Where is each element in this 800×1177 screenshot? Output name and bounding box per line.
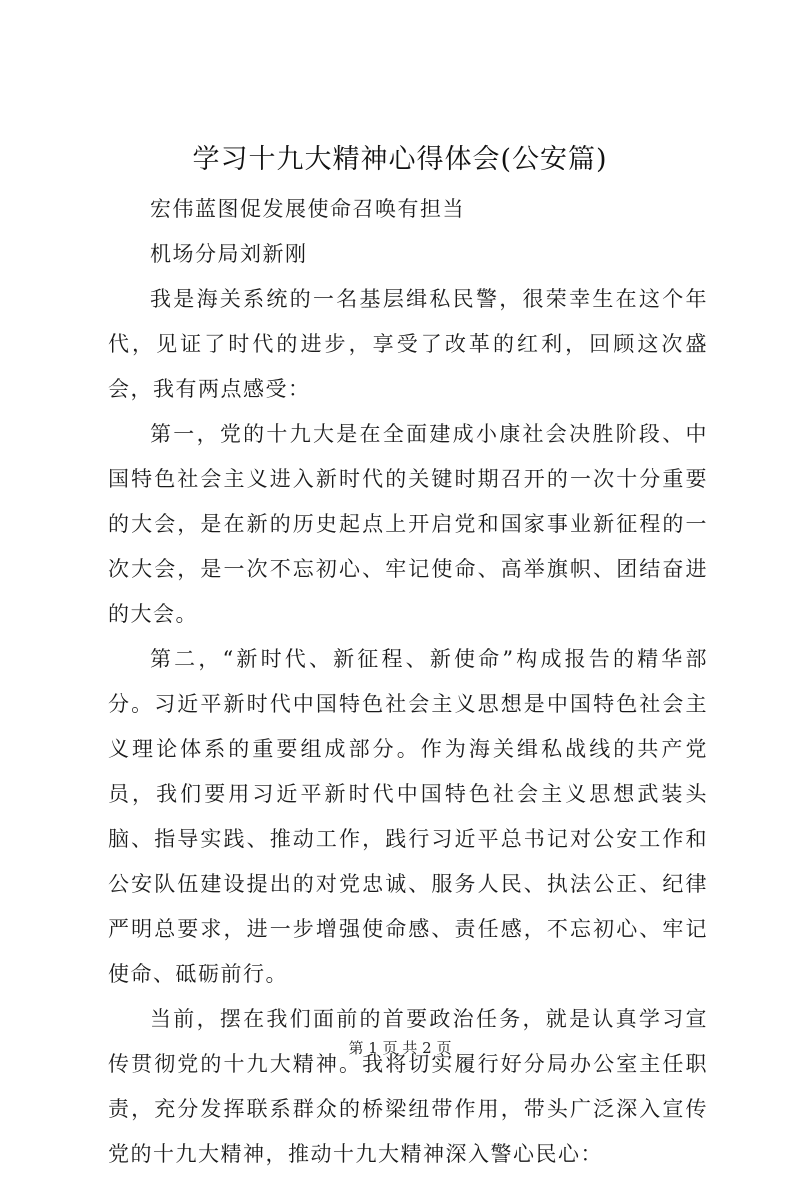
author-paragraph: 机场分局刘新刚 [150, 242, 308, 266]
current-task-paragraph: 当前，摆在我们面前的首要政治任务，就是认真学习宣传贯彻党的十九大精神。我将切实履行好分局办公室主任职责，充分发挥联系群众的桥梁纽带作用，带头广泛深入宣传党的十九大精神，推动十九大精神深入警心民心： [108, 1007, 708, 1166]
document-body [108, 187, 708, 1177]
document-title: 学习十九大精神心得体会(公安篇) [192, 144, 608, 175]
second-point-paragraph: 第二，“新时代、新征程、新使命”构成报告的精华部分。习近平新时代中国特色社会主义思想是中国特色社会主义理论体系的重要组成部分。作为海关缉私战线的共产党员，我们要用习近平新时代中国特色社会主义思想武装头脑、指导实践、推动工作，践行习近平总书记对公安工作和公安队伍建设提出的对党忠诚、服务人民、执法公正、纪律严明总要求，进一步增强使命感、责任感，不忘初心、牢记使命、砥砺前行。 [108, 647, 708, 986]
first-point-paragraph: 第一，党的十九大是在全面建成小康社会决胜阶段、中国特色社会主义进入新时代的关键时期召开的一次十分重要的大会，是在新的历史起点上开启党和国家事业新征程的一次大会，是一次不忘初心、牢记使命、高举旗帜、团结奋进的大会。 [108, 422, 708, 626]
intro-paragraph: 我是海关系统的一名基层缉私民警，很荣幸生在这个年代，见证了时代的进步，享受了改革的红利，回顾这次盛会，我有两点感受： [108, 287, 708, 401]
subtitle-paragraph: 宏伟蓝图促发展使命召唤有担当 [150, 197, 465, 221]
page-number-footer: 第 1 页 共 2 页 [348, 1039, 452, 1057]
